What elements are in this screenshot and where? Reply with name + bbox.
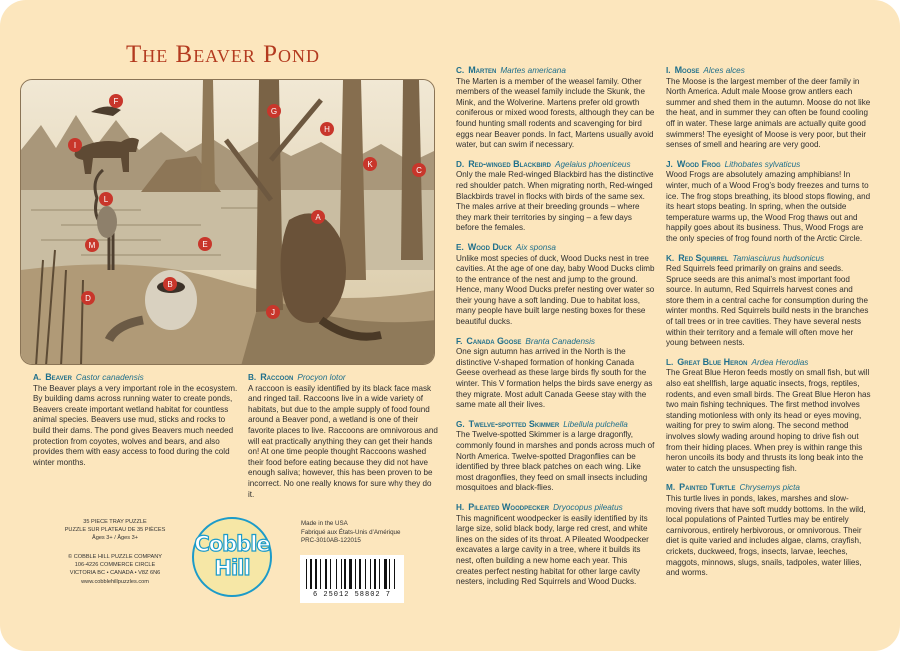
entry-text: One sign autumn has arrived in the North is the distinctive V-shaped formation of honking Canada Geese overhead as these large birds fly south for the winter. This V formation helps the birds save energy as they migrate. Most adult Canada Geese stay with the same mate all their lives. — [456, 347, 653, 410]
barcode-bar — [349, 559, 352, 589]
illustration-svg — [21, 80, 435, 365]
company-line: © COBBLE HILL PUZZLE COMPANY — [68, 554, 162, 560]
company-website: www.cobblehillpuzzles.com — [81, 578, 149, 585]
entry-text: Only the male Red-winged Blackbird has the distinctive red shoulder patch. When migrating north, Red-winged Blackbirds travel in flocks with birds of the same sex. The males arrive at their breeding grounds – where they mark their territories by singing – a few days before the females. — [456, 170, 654, 233]
entry-scientific-name: Libellula pulchella — [563, 419, 628, 429]
logo-text: Hill — [214, 556, 250, 580]
entry-scientific-name: Lithobates sylvaticus — [724, 159, 801, 169]
entry-painted-turtle — [666, 482, 871, 578]
entry-column-a — [33, 372, 238, 476]
pin-label: G — [270, 107, 278, 116]
barcode-bar — [332, 559, 335, 589]
entry-letter: F. — [456, 336, 463, 346]
entry-scientific-name: Dryocopus pileatus — [553, 502, 623, 512]
entry-heading — [456, 159, 656, 171]
entry-letter: C. — [456, 66, 465, 75]
entry-scientific-name: Procyon lotor — [297, 373, 346, 382]
entry-great-blue-heron — [666, 357, 871, 475]
barcode-bar — [362, 559, 364, 589]
pin-label: F — [113, 97, 119, 106]
barcode-number: 6 25012 58802 7 — [312, 591, 391, 599]
entry-letter: A. — [33, 373, 42, 382]
pin-M[interactable] — [85, 238, 99, 252]
barcode-bar — [347, 559, 348, 589]
entry-heading — [456, 419, 656, 431]
pin-G[interactable] — [267, 104, 281, 118]
product-code: PRC-3010AB-122015 — [301, 537, 361, 544]
pin-K[interactable] — [363, 157, 377, 171]
entry-text: Red Squirrels feed primarily on grains and seeds. Spruce seeds are this animal’s most important food source. In autumn, Red Squirrels harvest cones and store them in a central cache for consumption during the winter months. Red Squirrels build nests in the branches of tall trees or in tree cavities. They have several nests within their territory and a female will often move her young between nests. — [666, 264, 869, 348]
entry-letter: E. — [456, 242, 464, 252]
pin-label: D — [85, 294, 91, 303]
entry-name: Raccoon — [260, 372, 294, 382]
entry-text: The Great Blue Heron feeds mostly on small fish, but will also eat shellfish, large aquatic insects, frogs, reptiles, rodents, and even small birds. The Great Blue Heron has two main fishing techniques. The first method involves standing motionless with only its head or eyes moving, waiting for prey to swim along. The second method involves slowly wading around hoping to drive fish out from their hiding places. When prey is within range this heron uncoils its body and thrusts its long beak into the water to catch the unsuspecting fish. — [666, 368, 871, 473]
barcode-bar — [318, 559, 319, 589]
entry-text: This turtle lives in ponds, lakes, marshes and slow-moving rivers that have soft muddy bottoms. In the wild, local populations of Painted Turtles may be entirely carnivorous, entirely herbivorous, or omnivorous. Their diet is quite varied and includes algae, clams, crayfish, crickets, duckweed, frogs, insects, larvae, leeches, maggots, minnows, slugs, snails, tadpoles, water lilies, and worms. — [666, 493, 866, 578]
entry-letter: D. — [456, 159, 465, 169]
pin-H[interactable] — [320, 122, 334, 136]
entry-name: Pileated Woodpecker — [468, 501, 550, 512]
entry-scientific-name: Branta Canadensis — [525, 336, 596, 346]
entry-name: Red-winged Blackbird — [468, 158, 552, 169]
pin-label: K — [367, 160, 373, 169]
barcode-bar — [365, 559, 366, 589]
entry-letter: L. — [666, 357, 674, 367]
entry-name: Beaver — [45, 372, 72, 382]
entry-heading — [666, 159, 871, 171]
barcode-bar — [353, 559, 354, 589]
entry-scientific-name: Martes americana — [500, 66, 566, 75]
barcode-bar — [377, 559, 378, 589]
pin-label: H — [324, 125, 330, 134]
barcode-bar — [315, 559, 318, 589]
entry-name: Great Blue Heron — [677, 356, 748, 367]
barcode-bar — [310, 559, 312, 589]
entry-letter: M. — [666, 483, 676, 493]
entry-scientific-name: Alces alces — [703, 66, 745, 75]
barcode-bar — [389, 559, 390, 589]
barcode-bar — [328, 559, 329, 589]
entry-text: This magnificent woodpecker is easily identified by its large size, solid black body, large red crest, and white lines on the sides of its throat. A Pileated Woodpecker excavates a large cavity in a tree, where it builds its nest, often building a new home each year. This creates perfect nesting habitat for other large cavity nesters, including Red Squirrels and Wood Ducks. — [456, 513, 649, 587]
entry-scientific-name: Ardea Herodias — [751, 357, 809, 367]
made-in-line: Fabriqué aux États-Unis d’Amérique — [301, 528, 401, 536]
entry-heading — [666, 65, 871, 77]
entry-column-right — [666, 65, 871, 587]
pin-label: J — [271, 308, 275, 317]
pin-I[interactable] — [68, 138, 82, 152]
pin-label: A — [315, 213, 321, 222]
entry-heading — [456, 242, 656, 254]
pin-L[interactable] — [99, 192, 113, 206]
puzzle-info-line: Âges 3+ / Âges 3+ — [91, 535, 139, 542]
entry-heading — [456, 65, 656, 77]
entry-heading — [456, 502, 656, 514]
barcode-bar — [359, 559, 361, 589]
entry-text: The Moose is the largest member of the deer family in North America. Adult male Moose grow antlers each summer and shed them in the autumn. Moose do not like the heat, and in summer they can often be found cooling off in water. These large animals are actually quite good swimmers! The eyesight of Moose is very poor, but their senses of smell and hearing are very good. — [666, 76, 871, 150]
pin-D[interactable] — [81, 291, 95, 305]
company-line: 106-4226 COMMERCE CIRCLE — [74, 562, 156, 569]
puzzle-info — [55, 518, 175, 543]
entry-canada-goose — [456, 336, 656, 411]
barcode-bar — [391, 559, 393, 589]
entry-beaver — [33, 372, 238, 468]
pin-A[interactable] — [311, 210, 325, 224]
entry-twelve-spotted-skimmer — [456, 419, 656, 494]
company-line: VICTORIA BC • CANADA • V8Z 6N6 — [69, 570, 161, 577]
page-title: The Beaver Pond — [126, 41, 321, 68]
entry-letter: I. — [666, 66, 671, 75]
entry-raccoon — [248, 372, 440, 500]
barcode-bar — [370, 559, 371, 589]
entry-scientific-name: Tamiasciurus hudsonicus — [732, 253, 825, 263]
entry-column-b — [248, 372, 440, 508]
entry-column-middle — [456, 65, 656, 596]
entry-scientific-name: Agelaius phoeniceus — [555, 159, 631, 169]
pin-label: L — [103, 195, 109, 204]
entry-heading — [33, 372, 238, 384]
barcode-bar — [379, 559, 380, 589]
entry-scientific-name: Aix sponsa — [515, 242, 556, 252]
barcode-bar — [338, 559, 340, 589]
barcode-bar — [342, 559, 343, 589]
barcode-bar — [336, 559, 337, 589]
cobble-hill-logo — [192, 517, 272, 597]
barcode-bar — [322, 559, 324, 589]
pin-F[interactable] — [109, 94, 123, 108]
barcode-bar — [341, 559, 342, 589]
entry-letter: G. — [456, 419, 465, 429]
entry-name: Twelve-spotted Skimmer — [468, 418, 560, 429]
entry-text: The Twelve-spotted Skimmer is a large dragonfly, commonly found in marshes and ponds across much of North America. Twelve-spotted Dragonflies can be identified by three black patches on each wing. Like most dragonflies, they feed on small insects including mosquitoes and black-flies. — [456, 430, 655, 493]
barcode-bar — [320, 559, 321, 589]
entry-name: Red Squirrel — [678, 252, 729, 263]
entry-text: Unlike most species of duck, Wood Ducks nest in tree cavities. At the age of one day, baby Wood Ducks climb to the entrance of the nest and jump to the ground. Hence, many Wood Ducks prefer nesting over water so their young have a soft landing. Due to habitat loss, many people have built large nesting boxes for these beautiful ducks. — [456, 253, 655, 327]
entry-name: Wood Frog — [676, 158, 721, 169]
barcode-bar — [357, 559, 358, 589]
pin-B[interactable] — [163, 277, 177, 291]
entry-heading — [666, 357, 871, 369]
barcode-bar — [372, 559, 373, 589]
pin-C[interactable] — [412, 163, 426, 177]
entry-red-squirrel — [666, 253, 871, 349]
barcode-bar — [394, 559, 395, 589]
entry-text: The Beaver plays a very important role in the ecosystem. By building dams across running water to create ponds, Beavers create important wetland habitat for countless animal species. Beavers use mud, sticks and rocks to build their dams. The pond gives Beavers much needed protection from coyotes, wolves and bears, and also provides them with easy access to food during the cold winter months. — [33, 383, 238, 467]
entry-wood-duck — [456, 242, 656, 328]
barcode-bar — [325, 559, 327, 589]
pin-label: M — [88, 241, 96, 250]
entry-letter: J. — [666, 159, 673, 169]
barcode-bar — [381, 559, 383, 589]
company-info — [55, 553, 175, 586]
logo-text: Cobble — [194, 532, 270, 556]
entry-scientific-name: Castor canadensis — [75, 373, 144, 382]
barcode-bar — [388, 559, 389, 589]
barcode-bar — [344, 559, 346, 589]
entry-moose — [666, 65, 871, 151]
barcode-bar — [384, 559, 387, 589]
puzzle-info-line: PUZZLE SUR PLATEAU DE 35 PIÈCES — [64, 527, 166, 534]
pin-label: B — [167, 280, 173, 289]
pin-label: E — [202, 240, 208, 249]
entry-heading — [456, 336, 656, 348]
entry-heading — [248, 372, 440, 384]
entry-text: The Marten is a member of the weasel family. Other members of the weasel family include the Skunk, the Mink, and the Wolverine. Martens prefer old growth coniferous or mixed wood forests, although they can be found hunting small rodents and scavenging for bird eggs near Beaver ponds. In fact, Martens usually avoid water, but can swim if necessary. — [456, 76, 655, 150]
entry-name: Painted Turtle — [679, 482, 736, 493]
made-in-info — [301, 520, 400, 546]
barcode-bars — [306, 559, 398, 589]
entry-wood-frog — [666, 159, 871, 245]
pin-label: I — [73, 141, 77, 150]
barcode-bar — [355, 559, 356, 589]
barcode-bar — [366, 559, 369, 589]
entry-name: Wood Duck — [467, 241, 512, 252]
pin-E[interactable] — [198, 237, 212, 251]
entry-scientific-name: Chrysemys picta — [739, 483, 800, 493]
barcode — [300, 555, 404, 603]
barcode-bar — [306, 559, 307, 589]
pin-J[interactable] — [266, 305, 280, 319]
entry-name: Canada Goose — [466, 335, 522, 346]
pond-illustration — [20, 79, 435, 365]
barcode-bar — [308, 559, 309, 589]
puzzle-info-line: 35 PIECE TRAY PUZZLE — [83, 519, 147, 525]
entry-red-winged-blackbird — [456, 159, 656, 234]
entry-marten — [456, 65, 656, 151]
barcode-bar — [313, 559, 314, 589]
barcode-bar — [396, 559, 397, 589]
entry-name: Moose — [674, 65, 700, 75]
pin-label: C — [416, 166, 422, 175]
made-in-line: Made in the USA — [301, 520, 348, 527]
entry-text: A raccoon is easily identified by its black face mask and ringed tail. Raccoons live in a wide variety of habitats, but due to the ample supply of food found around a Beaver pond, a wetland is one of their favorite places to live. Raccoons are omnivorous and will eat practically anything they can get their hands on! At one time people thought Raccoons washed their food before eating because they did not have enough saliva; however, this has been proven to be incorrect. No one really knows for sure why they do it. — [248, 383, 438, 499]
entry-letter: K. — [666, 253, 675, 263]
entry-text: Wood Frogs are absolutely amazing amphibians! In winter, much of a Wood Frog’s body freezes and turns to ice. The frog stops breathing, its blood stops flowing, and its heart stops beating. In spring, when the outside temperature warms up, the Wood Frog thaws out and happily goes about its business. Thus, Wood Frogs are the only species of frog found north of the Arctic Circle. — [666, 170, 871, 243]
entry-heading — [666, 482, 871, 494]
entry-heading — [666, 253, 871, 265]
entry-pileated-woodpecker — [456, 502, 656, 588]
barcode-bar — [330, 559, 331, 589]
entry-letter: H. — [456, 502, 465, 512]
entry-letter: B. — [248, 373, 257, 382]
entry-name: Marten — [468, 65, 497, 75]
barcode-bar — [374, 559, 376, 589]
